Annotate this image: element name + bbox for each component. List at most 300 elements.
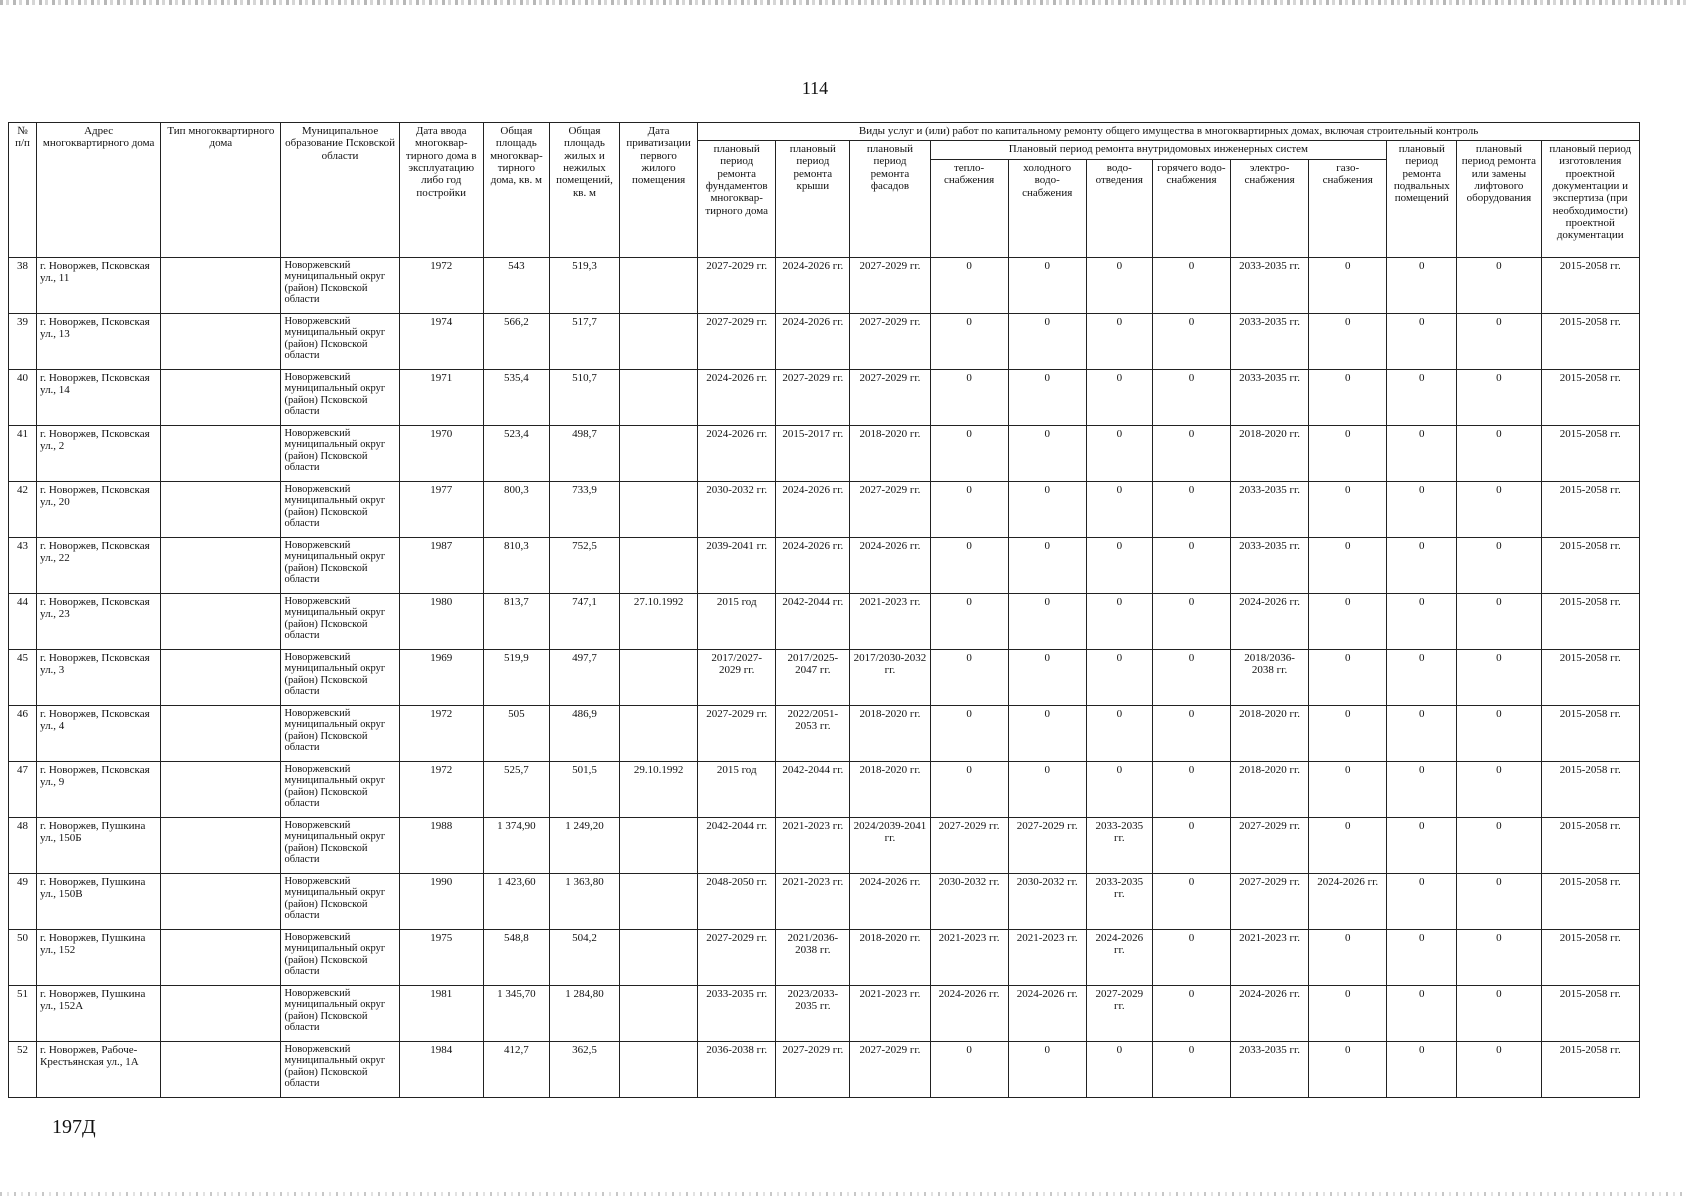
cell-cold-water: 0 (1008, 370, 1086, 426)
cell-basement: 0 (1387, 370, 1457, 426)
cell-cold-water: 0 (1008, 1042, 1086, 1098)
cell-roof: 2027-2029 гг. (776, 370, 850, 426)
cell-basement: 0 (1387, 874, 1457, 930)
cell-living-area: 486,9 (549, 706, 619, 762)
cell-num: 41 (9, 426, 37, 482)
cell-total-area: 810,3 (483, 538, 549, 594)
cell-num: 47 (9, 762, 37, 818)
cell-foundation: 2027-2029 гг. (698, 258, 776, 314)
cell-hot-water: 0 (1152, 930, 1230, 986)
cell-municipality: Новоржевский муниципальный округ (район) Псковской области (281, 930, 399, 986)
cell-num: 48 (9, 818, 37, 874)
cell-foundation: 2027-2029 гг. (698, 706, 776, 762)
table-row (9, 538, 1640, 594)
cell-electric: 2033-2035 гг. (1231, 314, 1309, 370)
cell-year: 1971 (399, 370, 483, 426)
cell-privatization-date (620, 482, 698, 538)
cell-municipality: Новоржевский муниципальный округ (район) Псковской области (281, 986, 399, 1042)
cell-address: г. Новоржев, Пушкина ул., 150В (37, 874, 161, 930)
cell-address: г. Новоржев, Псковская ул., 9 (37, 762, 161, 818)
cell-hot-water: 0 (1152, 258, 1230, 314)
cell-total-area: 523,4 (483, 426, 549, 482)
cell-living-area: 497,7 (549, 650, 619, 706)
cell-elevator: 0 (1457, 706, 1541, 762)
cell-roof: 2024-2026 гг. (776, 482, 850, 538)
cell-gas: 0 (1309, 482, 1387, 538)
cell-type (161, 762, 281, 818)
cell-gas: 0 (1309, 762, 1387, 818)
cell-design: 2015-2058 гг. (1541, 874, 1640, 930)
cell-municipality: Новоржевский муниципальный округ (район) Псковской области (281, 1042, 399, 1098)
cell-heating: 0 (930, 650, 1008, 706)
cell-type (161, 1042, 281, 1098)
cell-elevator: 0 (1457, 538, 1541, 594)
cell-design: 2015-2058 гг. (1541, 1042, 1640, 1098)
cell-heating: 0 (930, 594, 1008, 650)
cell-type (161, 482, 281, 538)
cell-facade: 2027-2029 гг. (850, 314, 930, 370)
cell-foundation: 2015 год (698, 762, 776, 818)
table-row (9, 314, 1640, 370)
cell-gas: 0 (1309, 986, 1387, 1042)
table-row (9, 930, 1640, 986)
cell-basement: 0 (1387, 482, 1457, 538)
header-cold-water: холодного водо-снабжения (1008, 160, 1086, 258)
cell-living-area: 504,2 (549, 930, 619, 986)
cell-num: 50 (9, 930, 37, 986)
cell-sewerage: 0 (1086, 482, 1152, 538)
table-row (9, 594, 1640, 650)
cell-gas: 0 (1309, 594, 1387, 650)
cell-hot-water: 0 (1152, 538, 1230, 594)
table-row (9, 650, 1640, 706)
cell-sewerage: 0 (1086, 314, 1152, 370)
cell-heating: 2021-2023 гг. (930, 930, 1008, 986)
cell-year: 1977 (399, 482, 483, 538)
cell-elevator: 0 (1457, 986, 1541, 1042)
cell-roof: 2023/2033-2035 гг. (776, 986, 850, 1042)
cell-facade: 2021-2023 гг. (850, 594, 930, 650)
cell-heating: 2030-2032 гг. (930, 874, 1008, 930)
cell-basement: 0 (1387, 650, 1457, 706)
cell-total-area: 543 (483, 258, 549, 314)
cell-privatization-date (620, 706, 698, 762)
cell-foundation: 2048-2050 гг. (698, 874, 776, 930)
cell-design: 2015-2058 гг. (1541, 258, 1640, 314)
cell-num: 52 (9, 1042, 37, 1098)
cell-facade: 2018-2020 гг. (850, 930, 930, 986)
cell-electric: 2033-2035 гг. (1231, 538, 1309, 594)
cell-gas: 2024-2026 гг. (1309, 874, 1387, 930)
cell-total-area: 505 (483, 706, 549, 762)
cell-electric: 2018-2020 гг. (1231, 762, 1309, 818)
cell-sewerage: 2033-2035 гг. (1086, 818, 1152, 874)
cell-privatization-date (620, 258, 698, 314)
header-sewerage: водо-отведения (1086, 160, 1152, 258)
cell-address: г. Новоржев, Пушкина ул., 152 (37, 930, 161, 986)
cell-living-area: 1 363,80 (549, 874, 619, 930)
cell-year: 1975 (399, 930, 483, 986)
cell-foundation: 2030-2032 гг. (698, 482, 776, 538)
cell-privatization-date: 27.10.1992 (620, 594, 698, 650)
cell-municipality: Новоржевский муниципальный округ (район) Псковской области (281, 650, 399, 706)
cell-year: 1990 (399, 874, 483, 930)
cell-hot-water: 0 (1152, 426, 1230, 482)
cell-cold-water: 0 (1008, 258, 1086, 314)
header-address: Адрес многоквартирного дома (37, 123, 161, 258)
cell-electric: 2033-2035 гг. (1231, 258, 1309, 314)
cell-design: 2015-2058 гг. (1541, 482, 1640, 538)
cell-heating: 0 (930, 538, 1008, 594)
cell-elevator: 0 (1457, 762, 1541, 818)
cell-elevator: 0 (1457, 314, 1541, 370)
cell-design: 2015-2058 гг. (1541, 426, 1640, 482)
cell-total-area: 1 423,60 (483, 874, 549, 930)
cell-hot-water: 0 (1152, 482, 1230, 538)
cell-address: г. Новоржев, Псковская ул., 3 (37, 650, 161, 706)
cell-facade: 2027-2029 гг. (850, 1042, 930, 1098)
cell-roof: 2021-2023 гг. (776, 818, 850, 874)
cell-cold-water: 2021-2023 гг. (1008, 930, 1086, 986)
scan-edge-bottom (0, 1192, 1686, 1196)
cell-foundation: 2039-2041 гг. (698, 538, 776, 594)
cell-type (161, 986, 281, 1042)
header-heating: тепло-снабжения (930, 160, 1008, 258)
cell-design: 2015-2058 гг. (1541, 762, 1640, 818)
cell-basement: 0 (1387, 818, 1457, 874)
cell-elevator: 0 (1457, 426, 1541, 482)
cell-design: 2015-2058 гг. (1541, 706, 1640, 762)
cell-electric: 2018-2020 гг. (1231, 706, 1309, 762)
cell-facade: 2024/2039-2041 гг. (850, 818, 930, 874)
cell-basement: 0 (1387, 986, 1457, 1042)
cell-design: 2015-2058 гг. (1541, 314, 1640, 370)
cell-living-area: 519,3 (549, 258, 619, 314)
cell-sewerage: 0 (1086, 762, 1152, 818)
cell-num: 42 (9, 482, 37, 538)
header-design: плановый период изготовления проектной документации и экспертиза (при необходимости) проектной документации (1541, 141, 1640, 258)
cell-facade: 2018-2020 гг. (850, 762, 930, 818)
cell-facade: 2024-2026 гг. (850, 874, 930, 930)
cell-elevator: 0 (1457, 1042, 1541, 1098)
cell-privatization-date (620, 538, 698, 594)
cell-sewerage: 0 (1086, 426, 1152, 482)
cell-design: 2015-2058 гг. (1541, 370, 1640, 426)
cell-total-area: 566,2 (483, 314, 549, 370)
cell-total-area: 412,7 (483, 1042, 549, 1098)
header-gas: газо-снабжения (1309, 160, 1387, 258)
header-num: № п/п (9, 123, 37, 258)
cell-foundation: 2027-2029 гг. (698, 930, 776, 986)
cell-facade: 2021-2023 гг. (850, 986, 930, 1042)
cell-foundation: 2024-2026 гг. (698, 370, 776, 426)
cell-year: 1972 (399, 706, 483, 762)
header-electric: электро-снабжения (1231, 160, 1309, 258)
cell-total-area: 813,7 (483, 594, 549, 650)
cell-gas: 0 (1309, 706, 1387, 762)
cell-basement: 0 (1387, 426, 1457, 482)
cell-sewerage: 2024-2026 гг. (1086, 930, 1152, 986)
header-living-area: Общая площадь жилых и нежилых помещений, кв. м (549, 123, 619, 258)
cell-num: 43 (9, 538, 37, 594)
cell-hot-water: 0 (1152, 370, 1230, 426)
cell-cold-water: 2030-2032 гг. (1008, 874, 1086, 930)
cell-design: 2015-2058 гг. (1541, 650, 1640, 706)
cell-elevator: 0 (1457, 874, 1541, 930)
cell-privatization-date: 29.10.1992 (620, 762, 698, 818)
header-engineering-group: Плановый период ремонта внутридомовых инженерных систем (930, 141, 1387, 160)
table-row (9, 426, 1640, 482)
cell-hot-water: 0 (1152, 986, 1230, 1042)
table-row (9, 706, 1640, 762)
cell-electric: 2018-2020 гг. (1231, 426, 1309, 482)
header-foundation: плановый период ремонта фундаментов многоквар-тирного дома (698, 141, 776, 258)
capital-repair-table (8, 122, 1640, 1098)
cell-facade: 2018-2020 гг. (850, 426, 930, 482)
cell-address: г. Новоржев, Пушкина ул., 150Б (37, 818, 161, 874)
cell-gas: 0 (1309, 818, 1387, 874)
cell-electric: 2033-2035 гг. (1231, 370, 1309, 426)
cell-privatization-date (620, 930, 698, 986)
cell-num: 38 (9, 258, 37, 314)
cell-roof: 2022/2051-2053 гг. (776, 706, 850, 762)
cell-elevator: 0 (1457, 930, 1541, 986)
cell-address: г. Новоржев, Псковская ул., 23 (37, 594, 161, 650)
cell-year: 1972 (399, 258, 483, 314)
cell-electric: 2018/2036-2038 гг. (1231, 650, 1309, 706)
cell-living-area: 510,7 (549, 370, 619, 426)
cell-gas: 0 (1309, 650, 1387, 706)
cell-total-area: 535,4 (483, 370, 549, 426)
cell-type (161, 314, 281, 370)
cell-gas: 0 (1309, 314, 1387, 370)
cell-year: 1988 (399, 818, 483, 874)
table-row (9, 482, 1640, 538)
cell-facade: 2027-2029 гг. (850, 370, 930, 426)
cell-heating: 0 (930, 482, 1008, 538)
cell-foundation: 2024-2026 гг. (698, 426, 776, 482)
cell-elevator: 0 (1457, 370, 1541, 426)
cell-roof: 2015-2017 гг. (776, 426, 850, 482)
cell-type (161, 258, 281, 314)
cell-roof: 2021-2023 гг. (776, 874, 850, 930)
header-elevator: плановый период ремонта или замены лифтового оборудования (1457, 141, 1541, 258)
header-total-area: Общая площадь многоквар-тирного дома, кв. м (483, 123, 549, 258)
cell-electric: 2027-2029 гг. (1231, 818, 1309, 874)
cell-design: 2015-2058 гг. (1541, 594, 1640, 650)
cell-basement: 0 (1387, 762, 1457, 818)
header-basement: плановый период ремонта подвальных помещений (1387, 141, 1457, 258)
cell-sewerage: 2033-2035 гг. (1086, 874, 1152, 930)
cell-privatization-date (620, 818, 698, 874)
cell-municipality: Новоржевский муниципальный округ (район) Псковской области (281, 370, 399, 426)
cell-heating: 2024-2026 гг. (930, 986, 1008, 1042)
cell-type (161, 370, 281, 426)
cell-design: 2015-2058 гг. (1541, 538, 1640, 594)
cell-type (161, 706, 281, 762)
cell-total-area: 548,8 (483, 930, 549, 986)
cell-living-area: 1 249,20 (549, 818, 619, 874)
cell-basement: 0 (1387, 1042, 1457, 1098)
cell-cold-water: 2024-2026 гг. (1008, 986, 1086, 1042)
cell-type (161, 650, 281, 706)
cell-elevator: 0 (1457, 258, 1541, 314)
cell-num: 46 (9, 706, 37, 762)
cell-living-area: 1 284,80 (549, 986, 619, 1042)
cell-type (161, 538, 281, 594)
cell-cold-water: 0 (1008, 650, 1086, 706)
cell-privatization-date (620, 986, 698, 1042)
cell-sewerage: 0 (1086, 1042, 1152, 1098)
cell-heating: 0 (930, 258, 1008, 314)
cell-cold-water: 0 (1008, 482, 1086, 538)
cell-hot-water: 0 (1152, 874, 1230, 930)
cell-address: г. Новоржев, Псковская ул., 20 (37, 482, 161, 538)
cell-year: 1970 (399, 426, 483, 482)
cell-address: г. Новоржев, Псковская ул., 22 (37, 538, 161, 594)
cell-municipality: Новоржевский муниципальный округ (район) Псковской области (281, 706, 399, 762)
cell-sewerage: 0 (1086, 538, 1152, 594)
cell-cold-water: 0 (1008, 706, 1086, 762)
cell-heating: 2027-2029 гг. (930, 818, 1008, 874)
cell-electric: 2024-2026 гг. (1231, 594, 1309, 650)
cell-address: г. Новоржев, Псковская ул., 2 (37, 426, 161, 482)
cell-facade: 2018-2020 гг. (850, 706, 930, 762)
cell-foundation: 2042-2044 гг. (698, 818, 776, 874)
header-works-group: Виды услуг и (или) работ по капитальному ремонту общего имущества в многоквартирных домах, включая строительный контроль (698, 123, 1640, 141)
cell-gas: 0 (1309, 258, 1387, 314)
page-number: 114 (801, 78, 829, 98)
cell-heating: 0 (930, 426, 1008, 482)
cell-basement: 0 (1387, 538, 1457, 594)
cell-facade: 2017/2030-2032 гг. (850, 650, 930, 706)
cell-heating: 0 (930, 1042, 1008, 1098)
cell-sewerage: 0 (1086, 650, 1152, 706)
cell-total-area: 525,7 (483, 762, 549, 818)
cell-type (161, 874, 281, 930)
table-row (9, 762, 1640, 818)
cell-privatization-date (620, 370, 698, 426)
cell-year: 1987 (399, 538, 483, 594)
cell-sewerage: 0 (1086, 258, 1152, 314)
cell-sewerage: 2027-2029 гг. (1086, 986, 1152, 1042)
cell-living-area: 752,5 (549, 538, 619, 594)
cell-basement: 0 (1387, 594, 1457, 650)
cell-municipality: Новоржевский муниципальный округ (район) Псковской области (281, 818, 399, 874)
cell-municipality: Новоржевский муниципальный округ (район) Псковской области (281, 874, 399, 930)
cell-hot-water: 0 (1152, 706, 1230, 762)
cell-year: 1972 (399, 762, 483, 818)
cell-address: г. Новоржев, Псковская ул., 14 (37, 370, 161, 426)
cell-living-area: 362,5 (549, 1042, 619, 1098)
cell-cold-water: 0 (1008, 314, 1086, 370)
cell-design: 2015-2058 гг. (1541, 818, 1640, 874)
cell-roof: 2024-2026 гг. (776, 538, 850, 594)
cell-electric: 2033-2035 гг. (1231, 1042, 1309, 1098)
table-row (9, 1042, 1640, 1098)
cell-hot-water: 0 (1152, 314, 1230, 370)
cell-hot-water: 0 (1152, 762, 1230, 818)
cell-address: г. Новоржев, Рабоче-Крестьянская ул., 1А (37, 1042, 161, 1098)
cell-roof: 2017/2025-2047 гг. (776, 650, 850, 706)
cell-electric: 2027-2029 гг. (1231, 874, 1309, 930)
cell-hot-water: 0 (1152, 1042, 1230, 1098)
cell-hot-water: 0 (1152, 594, 1230, 650)
cell-elevator: 0 (1457, 818, 1541, 874)
cell-municipality: Новоржевский муниципальный округ (район) Псковской области (281, 482, 399, 538)
cell-year: 1974 (399, 314, 483, 370)
cell-foundation: 2027-2029 гг. (698, 314, 776, 370)
cell-electric: 2024-2026 гг. (1231, 986, 1309, 1042)
cell-living-area: 747,1 (549, 594, 619, 650)
cell-year: 1969 (399, 650, 483, 706)
cell-sewerage: 0 (1086, 370, 1152, 426)
cell-facade: 2027-2029 гг. (850, 482, 930, 538)
cell-municipality: Новоржевский муниципальный округ (район) Псковской области (281, 426, 399, 482)
cell-municipality: Новоржевский муниципальный округ (район) Псковской области (281, 258, 399, 314)
cell-cold-water: 2027-2029 гг. (1008, 818, 1086, 874)
table-row (9, 874, 1640, 930)
cell-heating: 0 (930, 314, 1008, 370)
cell-living-area: 733,9 (549, 482, 619, 538)
cell-num: 44 (9, 594, 37, 650)
cell-electric: 2021-2023 гг. (1231, 930, 1309, 986)
cell-design: 2015-2058 гг. (1541, 986, 1640, 1042)
cell-heating: 0 (930, 762, 1008, 818)
cell-municipality: Новоржевский муниципальный округ (район) Псковской области (281, 762, 399, 818)
cell-privatization-date (620, 426, 698, 482)
cell-roof: 2042-2044 гг. (776, 594, 850, 650)
cell-gas: 0 (1309, 1042, 1387, 1098)
header-roof: плановый период ремонта крыши (776, 141, 850, 258)
cell-elevator: 0 (1457, 482, 1541, 538)
cell-basement: 0 (1387, 314, 1457, 370)
cell-hot-water: 0 (1152, 650, 1230, 706)
table-row (9, 818, 1640, 874)
cell-design: 2015-2058 гг. (1541, 930, 1640, 986)
cell-basement: 0 (1387, 930, 1457, 986)
cell-foundation: 2033-2035 гг. (698, 986, 776, 1042)
cell-municipality: Новоржевский муниципальный округ (район) Псковской области (281, 594, 399, 650)
cell-privatization-date (620, 314, 698, 370)
header-commission-date: Дата ввода многоквар-тирного дома в эксплуатацию либо год постройки (399, 123, 483, 258)
cell-gas: 0 (1309, 538, 1387, 594)
cell-address: г. Новоржев, Псковская ул., 13 (37, 314, 161, 370)
scan-edge-top (0, 0, 1686, 5)
cell-cold-water: 0 (1008, 762, 1086, 818)
cell-basement: 0 (1387, 258, 1457, 314)
cell-total-area: 1 374,90 (483, 818, 549, 874)
cell-gas: 0 (1309, 370, 1387, 426)
document-code: 197Д (52, 1116, 96, 1138)
table-header (9, 123, 1640, 258)
table-row (9, 986, 1640, 1042)
cell-roof: 2021/2036-2038 гг. (776, 930, 850, 986)
cell-roof: 2027-2029 гг. (776, 1042, 850, 1098)
cell-year: 1980 (399, 594, 483, 650)
cell-electric: 2033-2035 гг. (1231, 482, 1309, 538)
cell-cold-water: 0 (1008, 538, 1086, 594)
header-privatization-date: Дата приватизации первого жилого помещения (620, 123, 698, 258)
cell-hot-water: 0 (1152, 818, 1230, 874)
header-hot-water: горячего водо-снабжения (1152, 160, 1230, 258)
cell-living-area: 501,5 (549, 762, 619, 818)
cell-foundation: 2017/2027-2029 гг. (698, 650, 776, 706)
table-row (9, 370, 1640, 426)
header-type: Тип многоквартирного дома (161, 123, 281, 258)
cell-gas: 0 (1309, 930, 1387, 986)
cell-facade: 2024-2026 гг. (850, 538, 930, 594)
